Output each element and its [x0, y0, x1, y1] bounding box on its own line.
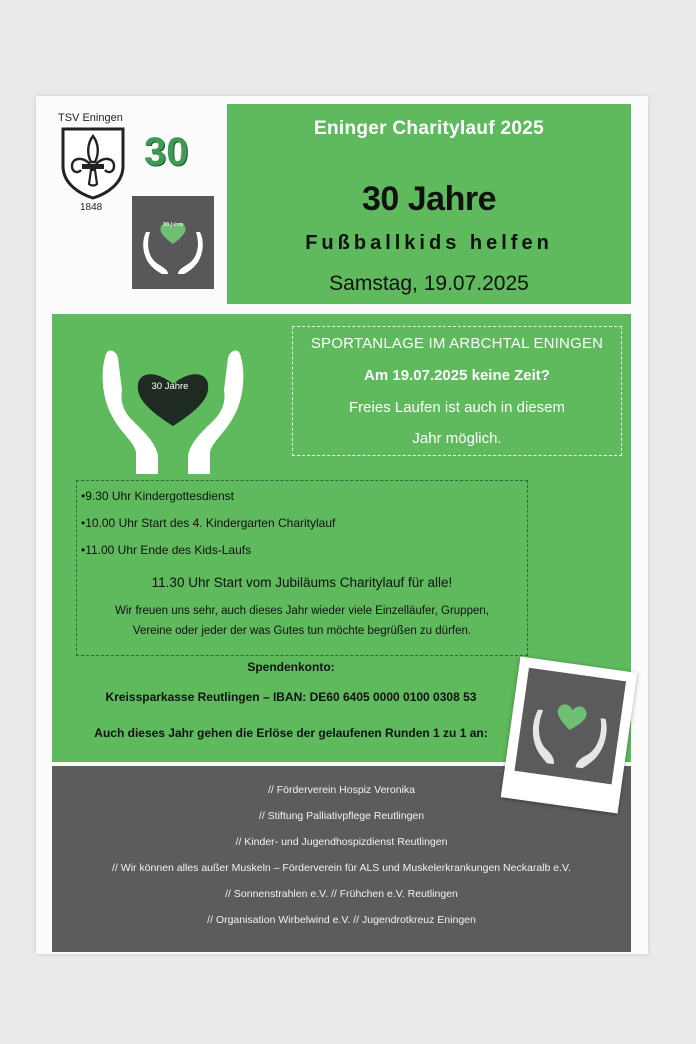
poster	[36, 96, 648, 954]
venue-name: SPORTANLAGE IM ARBCHTAL ENINGEN	[310, 335, 604, 352]
venue-question: Am 19.07.2025 keine Zeit?	[364, 367, 550, 384]
headline: 30 Jahre	[362, 180, 496, 218]
donation-account: Kreissparkasse Reutlingen – IBAN: DE60 6405 0000 0100 0308 53	[105, 690, 477, 704]
beneficiary-item: // Stiftung Palliativpflege Reutlingen	[258, 810, 425, 822]
welcome-text-line2: Vereine oder jeder der was Gutes tun möchte begrüßen zu dürfen.	[132, 625, 472, 637]
venue-box	[292, 326, 622, 456]
schedule-item: •9.30 Uhr Kindergottesdienst	[81, 489, 234, 503]
polaroid-picture	[501, 656, 638, 813]
beneficiary-item: // Wir können alles außer Muskeln – Förderverein für ALS und Muskelerkrankungen Neckaralb e.V.	[112, 862, 571, 874]
event-title: Eninger Charitylauf 2025	[314, 118, 544, 139]
logo-heart-text: 30 Jahre	[162, 222, 184, 228]
beneficiary-item: // Organisation Wirbelwind e.V. // Jugendrotkreuz Eningen	[207, 914, 476, 926]
header-banner	[227, 104, 631, 304]
schedule-item: •10.00 Uhr Start des 4. Kindergarten Charitylauf	[81, 516, 336, 530]
schedule-box	[76, 480, 528, 656]
founded-year: 1848	[80, 202, 103, 213]
beneficiary-item: // Sonnenstrahlen e.V. // Frühchen e.V. Reutlingen	[225, 888, 458, 900]
beneficiary-item: // Kinder- und Jugendhospizdienst Reutlingen	[235, 836, 448, 848]
anniversary-number: 30	[144, 130, 189, 174]
welcome-text-line1: Wir freuen uns sehr, auch dieses Jahr wieder viele Einzelläufer, Gruppen,	[115, 605, 489, 617]
beneficiary-item: // Förderverein Hospiz Veronika	[267, 784, 416, 796]
proceeds-note: Auch dieses Jahr gehen die Erlöse der gelaufenen Runden 1 zu 1 an:	[94, 726, 488, 740]
hands-heart-icon	[132, 196, 214, 289]
subheadline: Fußballkids helfen	[305, 232, 553, 254]
venue-note-line1: Freies Laufen ist auch in diesem	[349, 399, 565, 416]
donation-label: Spendenkonto:	[247, 660, 335, 674]
hands-heart-icon	[98, 340, 248, 478]
main-run-start: 11.30 Uhr Start vom Jubiläums Charitylauf für alle!	[151, 575, 453, 590]
club-name: TSV Eningen	[58, 112, 123, 124]
venue-note-line2: Jahr möglich.	[412, 430, 502, 447]
event-date: Samstag, 19.07.2025	[329, 272, 529, 295]
hands-heart-icon	[514, 668, 626, 785]
logo-hands-box	[132, 196, 214, 289]
schedule-item: •11.00 Uhr Ende des Kids-Laufs	[81, 543, 252, 557]
heart-text: 30 Jahre	[151, 381, 189, 392]
fleur-de-lis-crest-icon	[60, 126, 126, 200]
